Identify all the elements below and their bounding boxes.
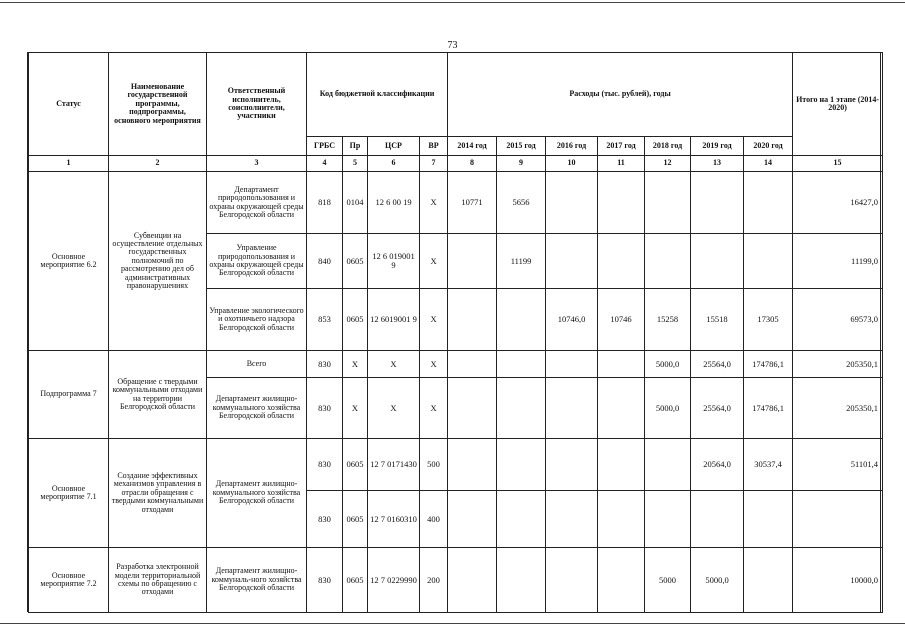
header-total: Итого на 1 этапе (2014-2020) [793, 53, 883, 156]
total-cell: 10000,0 [793, 548, 883, 613]
program-name-cell: Разработка электронной модели территориальной схемы по обращению с отходами [109, 548, 207, 613]
value-2020-cell: 17305 [744, 289, 793, 351]
value-2014-cell [448, 491, 497, 548]
total-cell: 69573,0 [793, 289, 883, 351]
page-number: 73 [447, 40, 458, 51]
value-2016-cell [546, 491, 598, 548]
value-2014-cell [448, 289, 497, 351]
table-row [29, 351, 883, 378]
header-grbs: ГРБС [307, 137, 343, 156]
value-2019-cell [691, 172, 744, 234]
header-year: 2019 год [691, 137, 744, 156]
header-year: 2017 год [598, 137, 645, 156]
grbs-cell: 830 [307, 548, 343, 613]
value-2018-cell: 5000 [645, 548, 691, 613]
csr-cell: 12 6 019001 9 [368, 234, 420, 289]
pr-cell: 0605 [343, 548, 368, 613]
csr-cell: 12 7 0160310 [368, 491, 420, 548]
program-name-cell: Обращение с твердыми коммунальными отходами на территории Белгородской области [109, 351, 207, 439]
executor-cell: Управление экологического и охотничьего надзора Белгородской области [207, 289, 307, 351]
value-2018-cell [645, 491, 691, 548]
col-number: 7 [420, 156, 448, 172]
header-csr: ЦСР [368, 137, 420, 156]
value-2019-cell: 25564,0 [691, 351, 744, 378]
value-2015-cell [497, 491, 546, 548]
header-budget-code: Код бюджетной классификации [307, 53, 448, 137]
executor-cell: Департамент природопользования и охраны окружающей среды Белгородской области [207, 172, 307, 234]
value-2016-cell [546, 439, 598, 491]
value-2015-cell [497, 289, 546, 351]
value-2016-cell [546, 548, 598, 613]
csr-cell: Х [368, 378, 420, 439]
value-2015-cell: 11199 [497, 234, 546, 289]
total-cell: 205350,1 [793, 351, 883, 378]
vr-cell: Х [420, 378, 448, 439]
header-year: 2020 год [744, 137, 793, 156]
table-row [29, 548, 883, 613]
header-program-name: Наименование государственной программы, подпрограммы, основного мероприятия [109, 53, 207, 156]
value-2015-cell [497, 378, 546, 439]
budget-table [28, 52, 883, 613]
col-number: 4 [307, 156, 343, 172]
value-2018-cell [645, 234, 691, 289]
header-year: 2015 год [497, 137, 546, 156]
value-2014-cell [448, 439, 497, 491]
executor-cell: Департамент жилищно-коммуналь-ного хозяйства Белгородской области [207, 548, 307, 613]
grbs-cell: 830 [307, 439, 343, 491]
pr-cell: 0605 [343, 289, 368, 351]
grbs-cell: 830 [307, 378, 343, 439]
header-status: Статус [29, 53, 109, 156]
col-number: 6 [368, 156, 420, 172]
value-2019-cell [691, 491, 744, 548]
pr-cell: Х [343, 351, 368, 378]
csr-cell: 12 7 0171430 [368, 439, 420, 491]
col-number: 9 [497, 156, 546, 172]
value-2016-cell [546, 351, 598, 378]
grbs-cell: 840 [307, 234, 343, 289]
executor-cell: Департамент жилищно-коммунального хозяйства Белгородской области [207, 378, 307, 439]
vr-cell: Х [420, 289, 448, 351]
total-cell [793, 491, 883, 548]
col-number: 13 [691, 156, 744, 172]
total-cell: 205350,1 [793, 378, 883, 439]
vr-cell: Х [420, 234, 448, 289]
col-number: 15 [793, 156, 883, 172]
header-vr: ВР [420, 137, 448, 156]
value-2019-cell: 15518 [691, 289, 744, 351]
grbs-cell: 853 [307, 289, 343, 351]
scan-top-line [0, 2, 905, 3]
value-2018-cell [645, 439, 691, 491]
value-2015-cell [497, 439, 546, 491]
header-executor: Ответственный исполнитель, соисполнители, участники [207, 53, 307, 156]
value-2018-cell [645, 172, 691, 234]
value-2014-cell [448, 548, 497, 613]
total-cell: 11199,0 [793, 234, 883, 289]
col-number: 8 [448, 156, 497, 172]
value-2016-cell: 10746,0 [546, 289, 598, 351]
total-cell: 16427,0 [793, 172, 883, 234]
value-2014-cell [448, 234, 497, 289]
program-name-cell: Создание эффективных механизмов управления в отрасли обращения с твердыми коммунальными отходами [109, 439, 207, 548]
col-number: 2 [109, 156, 207, 172]
pr-cell: 0104 [343, 172, 368, 234]
pr-cell: 0605 [343, 491, 368, 548]
value-2016-cell [546, 378, 598, 439]
header-row-1 [29, 53, 883, 137]
status-cell: Основное мероприятие 7.2 [29, 548, 109, 613]
value-2018-cell: 15258 [645, 289, 691, 351]
executor-cell: Всего [207, 351, 307, 378]
vr-cell: 500 [420, 439, 448, 491]
header-expenses: Расходы (тыс. рублей), годы [448, 53, 793, 137]
header-year: 2018 год [645, 137, 691, 156]
value-2016-cell [546, 234, 598, 289]
value-2019-cell: 20564,0 [691, 439, 744, 491]
value-2017-cell [598, 351, 645, 378]
column-number-row [29, 156, 883, 172]
value-2014-cell [448, 351, 497, 378]
col-number: 12 [645, 156, 691, 172]
value-2018-cell: 5000,0 [645, 351, 691, 378]
total-cell: 51101,4 [793, 439, 883, 491]
csr-cell: Х [368, 351, 420, 378]
value-2017-cell [598, 491, 645, 548]
scan-bottom-line [0, 623, 905, 624]
csr-cell: 12 7 0229990 [368, 548, 420, 613]
value-2019-cell: 25564,0 [691, 378, 744, 439]
value-2018-cell: 5000,0 [645, 378, 691, 439]
value-2017-cell [598, 378, 645, 439]
value-2015-cell [497, 351, 546, 378]
pr-cell: 0605 [343, 234, 368, 289]
value-2020-cell: 30537,4 [744, 439, 793, 491]
status-cell: Подпрограмма 7 [29, 351, 109, 439]
value-2015-cell [497, 548, 546, 613]
value-2014-cell: 10771 [448, 172, 497, 234]
csr-cell: 12 6 00 19 [368, 172, 420, 234]
grbs-cell: 818 [307, 172, 343, 234]
value-2017-cell [598, 439, 645, 491]
pr-cell: 0605 [343, 439, 368, 491]
status-cell: Основное мероприятие 7.1 [29, 439, 109, 548]
value-2016-cell [546, 172, 598, 234]
program-name-cell: Субвенции на осуществление отдельных государственных полномочий по рассмотрению дел об административных правонарушениях [109, 172, 207, 351]
status-cell: Основное мероприятие 6.2 [29, 172, 109, 351]
table-row [29, 172, 883, 234]
value-2020-cell: 174786,1 [744, 351, 793, 378]
col-number: 11 [598, 156, 645, 172]
executor-cell: Департамент жилищно-коммунального хозяйства Белгородской области [207, 439, 307, 548]
col-number: 1 [29, 156, 109, 172]
value-2014-cell [448, 378, 497, 439]
value-2017-cell [598, 234, 645, 289]
header-year: 2014 год [448, 137, 497, 156]
pr-cell: Х [343, 378, 368, 439]
grbs-cell: 830 [307, 491, 343, 548]
executor-cell: Управление природопользования и охраны окружающей среды Белгородской области [207, 234, 307, 289]
value-2019-cell [691, 234, 744, 289]
value-2017-cell: 10746 [598, 289, 645, 351]
col-number: 10 [546, 156, 598, 172]
csr-cell: 12 6019001 9 [368, 289, 420, 351]
grbs-cell: 830 [307, 351, 343, 378]
value-2017-cell [598, 548, 645, 613]
vr-cell: 400 [420, 491, 448, 548]
value-2020-cell [744, 548, 793, 613]
value-2015-cell: 5656 [497, 172, 546, 234]
col-number: 14 [744, 156, 793, 172]
value-2020-cell: 174786,1 [744, 378, 793, 439]
value-2020-cell [744, 234, 793, 289]
value-2020-cell [744, 172, 793, 234]
value-2020-cell [744, 491, 793, 548]
vr-cell: 200 [420, 548, 448, 613]
value-2017-cell [598, 172, 645, 234]
vr-cell: Х [420, 172, 448, 234]
table-body [29, 53, 883, 613]
col-number: 3 [207, 156, 307, 172]
vr-cell: Х [420, 351, 448, 378]
header-pr: Пр [343, 137, 368, 156]
col-number: 5 [343, 156, 368, 172]
value-2019-cell: 5000,0 [691, 548, 744, 613]
header-year: 2016 год [546, 137, 598, 156]
table-row [29, 439, 883, 491]
